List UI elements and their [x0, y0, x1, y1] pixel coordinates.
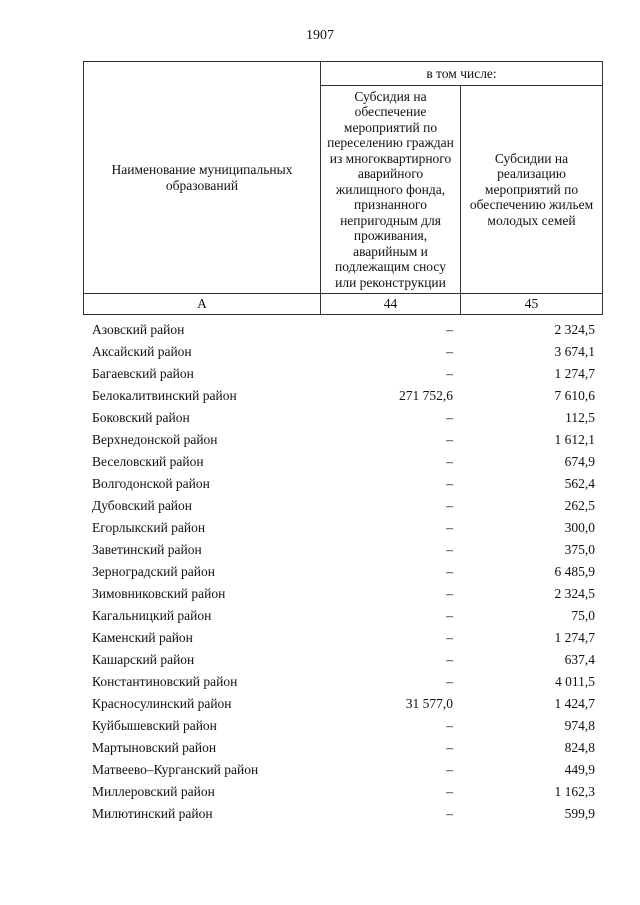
col45-value: 1 424,7: [554, 696, 595, 711]
col45-value: 974,8: [564, 718, 595, 733]
municipality-name: Веселовский район: [92, 454, 204, 469]
col45-value: 1 162,3: [554, 784, 595, 799]
col44-value: –: [446, 432, 453, 447]
table-row: [88, 693, 600, 715]
col45-value: 1 612,1: [554, 432, 595, 447]
group-header: в том числе:: [321, 62, 603, 86]
table-row: [88, 605, 600, 627]
table-row: [88, 583, 600, 605]
col45-value: 599,9: [564, 806, 595, 821]
col45-value: 3 674,1: [554, 344, 595, 359]
col44-value: –: [446, 608, 453, 623]
municipality-name: Зимовниковский район: [92, 586, 226, 601]
table-row: [88, 781, 600, 803]
col45-value: 6 485,9: [554, 564, 595, 579]
municipality-name: Белокалитвинский район: [92, 388, 237, 403]
index-44: 44: [321, 294, 461, 315]
col44-value: 271 752,6: [399, 388, 453, 403]
table-row: [88, 495, 600, 517]
table-row: [88, 627, 600, 649]
col44-value: –: [446, 564, 453, 579]
col45-value: 112,5: [565, 410, 595, 425]
table-row: [88, 319, 600, 341]
municipality-name: Верхнедонской район: [92, 432, 218, 447]
col45-value: 2 324,5: [554, 586, 595, 601]
col45-value: 4 011,5: [555, 674, 595, 689]
col44-value: –: [446, 366, 453, 381]
municipality-name: Волгодонской район: [92, 476, 210, 491]
col45-header: Субсидии на реализацию мероприятий по обеспечению жильем молодых семей: [461, 86, 603, 294]
col44-value: –: [446, 542, 453, 557]
col45-value: 1 274,7: [554, 366, 595, 381]
col45-value: 449,9: [564, 762, 595, 777]
col44-value: –: [446, 630, 453, 645]
table-body: [88, 319, 600, 825]
col45-value: 1 274,7: [554, 630, 595, 645]
municipality-name: Азовский район: [92, 322, 185, 337]
municipality-name: Егорлыкский район: [92, 520, 206, 535]
col45-value: 262,5: [564, 498, 595, 513]
municipality-name: Матвеево–Курганский район: [92, 762, 259, 777]
table-row: [88, 715, 600, 737]
col44-value: –: [446, 410, 453, 425]
col44-value: –: [446, 520, 453, 535]
col44-value: –: [446, 586, 453, 601]
col44-header: Субсидия на обеспечение мероприятий по переселению граждан из многоквартирного аварийного жилищного фонда, признанного непригодным для проживания, аварийным и подлежащим сносу или реконструкции: [321, 86, 461, 294]
col44-value: –: [446, 454, 453, 469]
table-row: [88, 429, 600, 451]
table-row: [88, 341, 600, 363]
col44-value: –: [446, 740, 453, 755]
municipality-name: Красносулинский район: [92, 696, 232, 711]
col45-value: 674,9: [564, 454, 595, 469]
municipality-name: Зерноградский район: [92, 564, 215, 579]
col45-value: 2 324,5: [554, 322, 595, 337]
table-row: [88, 407, 600, 429]
col45-value: 375,0: [564, 542, 595, 557]
municipality-name: Милютинский район: [92, 806, 213, 821]
col44-value: –: [446, 784, 453, 799]
col45-value: 7 610,6: [554, 388, 595, 403]
table-row: [88, 517, 600, 539]
table-row: [88, 561, 600, 583]
municipality-name: Багаевский район: [92, 366, 194, 381]
municipality-name: Аксайский район: [92, 344, 192, 359]
table-row: [88, 451, 600, 473]
col44-value: –: [446, 806, 453, 821]
municipality-name: Куйбышевский район: [92, 718, 217, 733]
col44-value: –: [446, 718, 453, 733]
col45-value: 637,4: [564, 652, 595, 667]
col44-value: –: [446, 322, 453, 337]
table-row: [88, 803, 600, 825]
municipality-name: Константиновский район: [92, 674, 238, 689]
index-45: 45: [461, 294, 603, 315]
table-row: [88, 759, 600, 781]
table-row: [88, 363, 600, 385]
col44-value: –: [446, 476, 453, 491]
municipality-name: Боковский район: [92, 410, 190, 425]
table-row: [88, 539, 600, 561]
name-column-header: Наименование муниципальных образований: [84, 62, 321, 294]
col44-value: –: [446, 674, 453, 689]
col45-value: 824,8: [564, 740, 595, 755]
municipality-name: Мартыновский район: [92, 740, 217, 755]
table-row: [88, 671, 600, 693]
table-row: [88, 473, 600, 495]
table-header: [83, 61, 603, 315]
index-a: А: [84, 294, 321, 315]
municipality-name: Заветинский район: [92, 542, 202, 557]
col44-value: 31 577,0: [405, 696, 453, 711]
municipality-name: Кашарский район: [92, 652, 195, 667]
municipality-name: Кагальницкий район: [92, 608, 212, 623]
col45-value: 75,0: [571, 608, 595, 623]
col44-value: –: [446, 344, 453, 359]
municipality-name: Каменский район: [92, 630, 193, 645]
col45-value: 562,4: [564, 476, 595, 491]
col44-value: –: [446, 652, 453, 667]
col44-value: –: [446, 498, 453, 513]
table-row: [88, 649, 600, 671]
table-row: [88, 737, 600, 759]
col44-value: –: [446, 762, 453, 777]
table-row: [88, 385, 600, 407]
page-number: 1907: [306, 28, 334, 43]
col45-value: 300,0: [564, 520, 595, 535]
municipality-name: Дубовский район: [92, 498, 193, 513]
municipality-name: Миллеровский район: [92, 784, 215, 799]
